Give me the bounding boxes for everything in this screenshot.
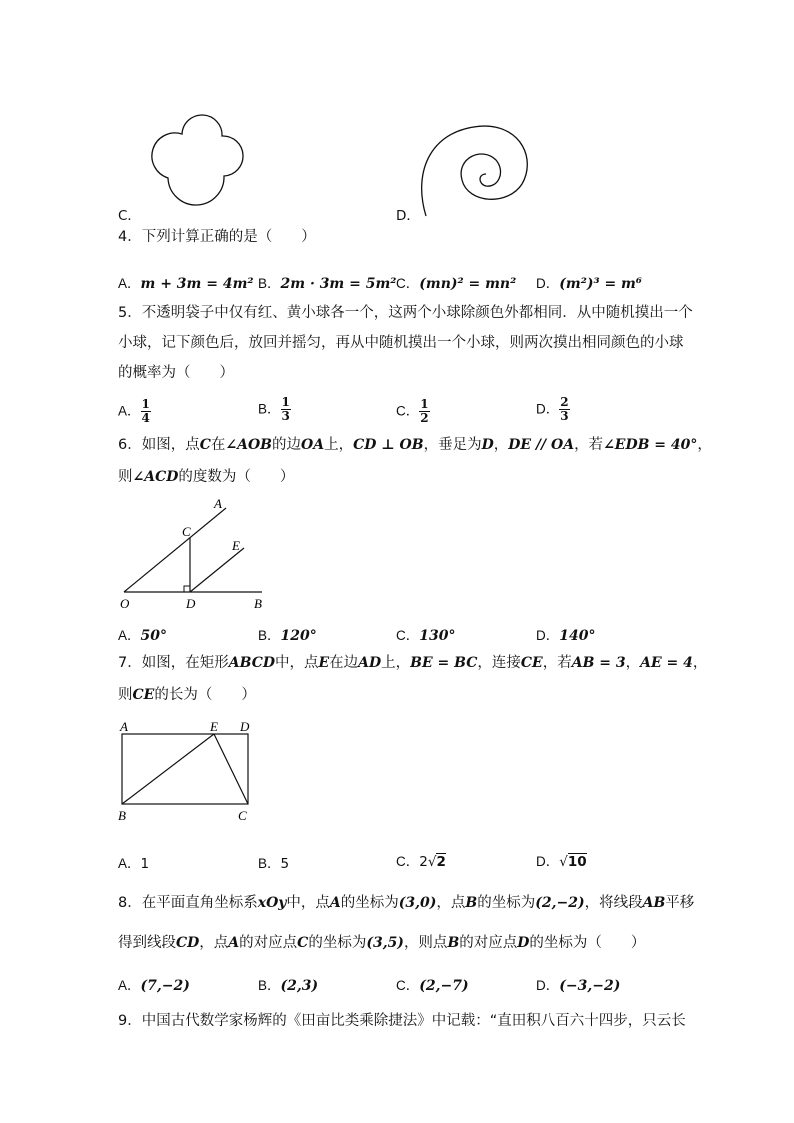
- q7-label-a: A: [120, 719, 128, 734]
- q6-label-b: B: [254, 596, 262, 611]
- q4-option-c[interactable]: C．(mn)² = mn²: [396, 276, 517, 292]
- q5-option-d-fraction: $\frac{2}{3}$: [560, 395, 569, 423]
- sqrt-sign: √: [559, 854, 568, 870]
- q7-label-d: D: [240, 719, 250, 734]
- q6-label-o: O: [120, 596, 130, 611]
- q6-label-e: E: [232, 538, 240, 553]
- q6-option-b[interactable]: B．120°: [258, 628, 317, 644]
- q5-option-d[interactable]: D． $\frac{2}{3}$: [536, 395, 569, 423]
- q5-option-b-fraction: $\frac{1}{3}$: [281, 395, 290, 423]
- q4-option-b-expr: 2m · 3m = 5m²: [280, 276, 397, 292]
- q5-line-1: 5．不透明袋子中仅有红、黄小球各一个，这两个小球除颜色外都相同．从中随机摸出一个: [118, 305, 693, 321]
- q7-label-c: C: [238, 808, 247, 823]
- q7-line-1: 7．如图，在矩形ABCD中，点E在边AD上，BE = BC，连接CE，若AB = 3，AE = 4，: [118, 655, 708, 671]
- q3-option-d-label[interactable]: D．: [396, 208, 420, 224]
- q6-line-1: 6．如图，点C在∠AOB的边OA上，CD ⊥ OB，垂足为D，DE // OA，若∠EDB = 40°，: [118, 437, 712, 453]
- q7-label-b: B: [118, 808, 126, 823]
- q8-line-1: 8．在平面直角坐标系xOy中，点A的坐标为(3,0)，点B的坐标为(2,−2)，将线段AB平移: [118, 895, 695, 911]
- q7-option-c[interactable]: C．2√2: [396, 854, 446, 870]
- q5-line-2: 小球，记下颜色后，放回并摇匀，再从中随机摸出一个小球，则两次摸出相同颜色的小球: [118, 335, 684, 351]
- q7-option-b[interactable]: B．5: [258, 856, 290, 872]
- q7-option-a[interactable]: A．1: [118, 856, 150, 872]
- q6-option-d[interactable]: D．140°: [536, 628, 596, 644]
- sqrt-sign: √: [427, 854, 437, 870]
- q6-label-a: A: [214, 496, 222, 511]
- q6-line-2: 则∠ACD的度数为（ ）: [118, 469, 295, 485]
- q8-line-2: 得到线段CD，点A的对应点C的坐标为(3,5)，则点B的对应点D的坐标为（ ）: [118, 935, 646, 951]
- q5-option-a-fraction: $\frac{1}{4}$: [141, 397, 150, 425]
- q4-option-a-expr: m + 3m = 4m²: [140, 276, 254, 292]
- q5-line-3: 的概率为（ ）: [118, 365, 234, 381]
- q3-option-c-label[interactable]: C．: [118, 208, 141, 224]
- q8-option-d[interactable]: D．(−3,−2): [536, 978, 621, 994]
- q7-line-2: 则CE的长为（ ）: [118, 687, 256, 703]
- q4-stem: 4．下列计算正确的是（ ）: [118, 229, 316, 245]
- q4-option-d[interactable]: D．(m²)³ = m⁶: [536, 276, 642, 292]
- q4-option-a[interactable]: A．m + 3m = 4m²: [118, 276, 254, 292]
- q9-line-1: 9．中国古代数学家杨辉的《田亩比类乘除捷法》中记载：“直田积八百六十四步，只云长: [118, 1013, 686, 1029]
- q4-option-d-expr: (m²)³ = m⁶: [559, 276, 642, 292]
- q8-option-a[interactable]: A．(7,−2): [118, 978, 190, 994]
- q7-diagram: [114, 718, 274, 830]
- q5-option-c-fraction: $\frac{1}{2}$: [420, 397, 429, 425]
- q5-option-c[interactable]: C． $\frac{1}{2}$: [396, 397, 429, 425]
- q4-option-c-expr: (mn)² = mn²: [419, 276, 517, 292]
- q4-option-b[interactable]: B．2m · 3m = 5m²: [258, 276, 397, 292]
- q8-option-b[interactable]: B．(2,3): [258, 978, 319, 994]
- q6-label-d: D: [186, 596, 196, 611]
- q7-option-d[interactable]: D．√10: [536, 854, 587, 870]
- q8-option-c[interactable]: C．(2,−7): [396, 978, 469, 994]
- q6-option-a[interactable]: A．50°: [118, 628, 167, 644]
- q7-label-e: E: [210, 719, 218, 734]
- option-d-figure: [412, 100, 552, 220]
- q6-diagram: [116, 494, 286, 614]
- q5-option-a[interactable]: A． $\frac{1}{4}$: [118, 397, 150, 425]
- q5-option-b[interactable]: B． $\frac{1}{3}$: [258, 395, 290, 423]
- q6-label-c: C: [182, 524, 191, 539]
- q6-option-c[interactable]: C．130°: [396, 628, 456, 644]
- option-c-figure: [138, 96, 268, 216]
